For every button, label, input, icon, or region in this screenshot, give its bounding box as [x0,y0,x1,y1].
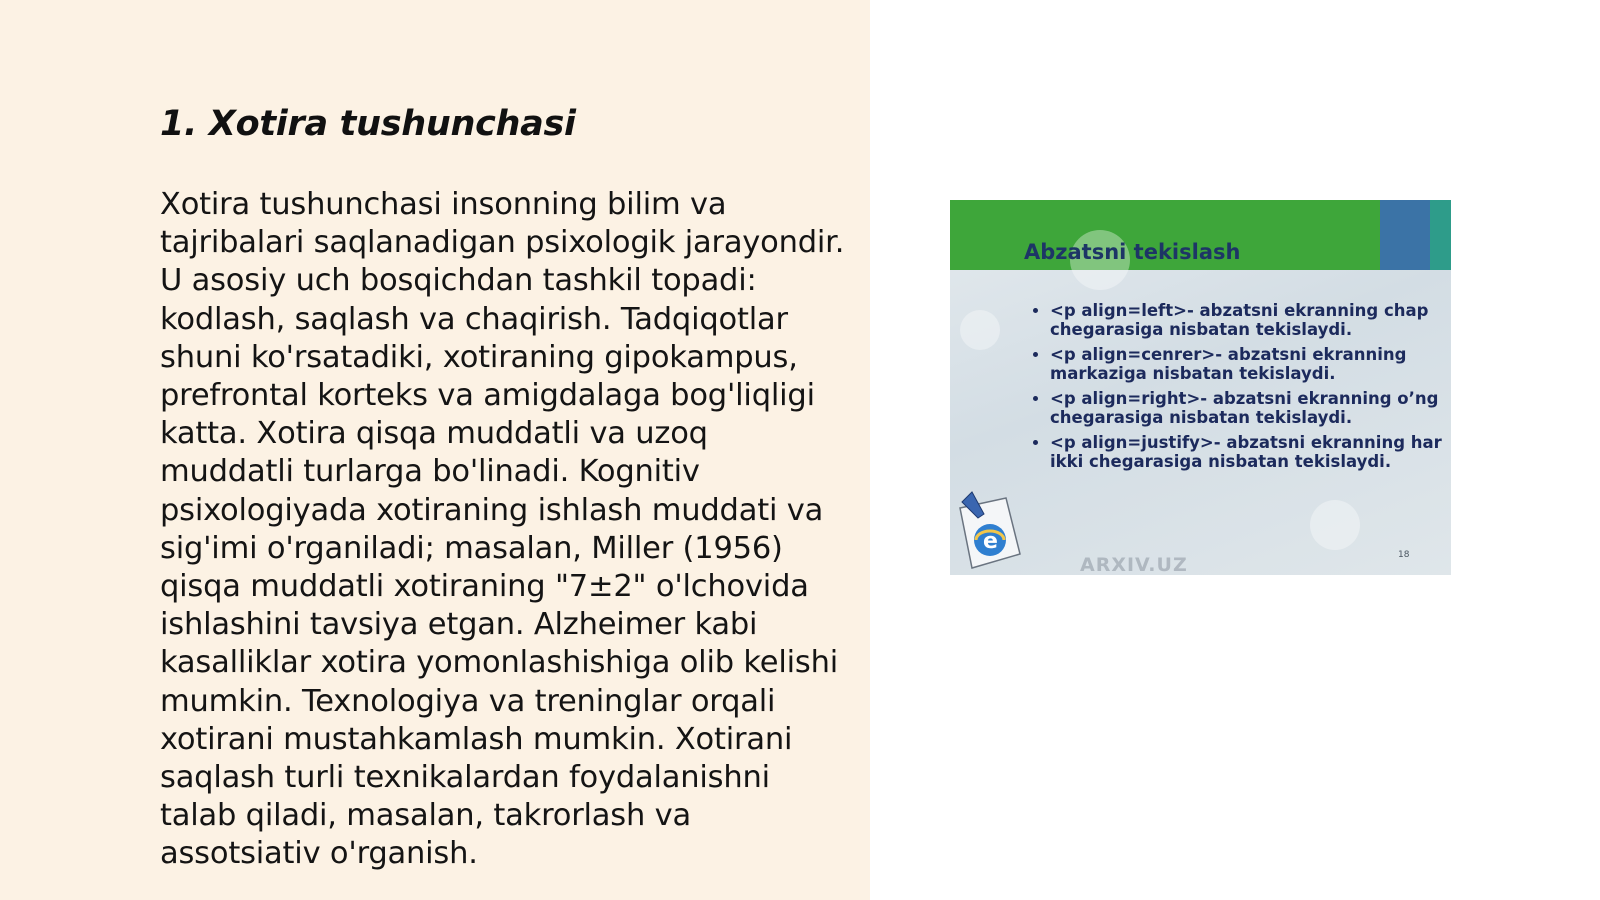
image-bullet-item: • <p align=right>- abzatsni ekranning o’ng chegarasiga nisbatan tekislaydi. [1050,389,1451,427]
image-watermark: ARXIV.UZ [1080,554,1188,575]
image-bullet-item: • <p align=left>- abzatsni ekranning chap chegarasiga nisbatan tekislaydi. [1050,301,1451,339]
image-header-accent [1380,200,1430,270]
internet-explorer-document-icon [952,488,1024,572]
image-title: Abzatsni tekislash [1024,240,1241,264]
embedded-slide-image [950,200,1451,575]
image-bullet-item: • <p align=cenrer>- abzatsni ekranning markaziga nisbatan tekislaydi. [1050,345,1451,383]
image-bullet-item: • <p align=justify>- abzatsni ekranning har ikki chegarasiga nisbatan tekislaydi. [1050,433,1451,471]
image-bullet-list [1032,301,1451,477]
slide-paragraph: Xotira tushunchasi insonning bilim va tajribalari saqlanadigan psixologik jarayondir. U asosiy uch bosqichdan tashkil topadi: kodlash, saqlash va chaqirish. Tadqiqotlar shuni ko'rsatadiki, xotiraning gipokampus, prefrontal korteks va amigdalaga bog'liqligi katta. Xotira qisqa muddatli va uzoq muddatli turlarga bo'linadi. Kognitiv psixologiyada xotiraning ishlash muddati va sig'imi o'rganiladi; masalan, Miller (1956) qisqa muddatli xotiraning "7±2" o'lchovida ishlashini tavsiya etgan. Alzheimer kabi kasalliklar xotira yomonlashishiga olib kelishi mumkin. Texnologiya va treninglar orqali xotirani mustahkamlash mumkin. Xotirani saqlash turli texnikalardan foydalanishni talab qiladi, masalan, takrorlash va assotsiativ o'rganish. [160,187,845,872]
image-header-accent-2 [1430,200,1451,270]
slide-title: 1. Xotira tushunchasi [160,104,576,144]
decorative-circle [960,310,1000,350]
image-page-number: 18 [1398,550,1410,560]
svg-text:e: e [983,529,998,554]
decorative-circle [1310,500,1360,550]
